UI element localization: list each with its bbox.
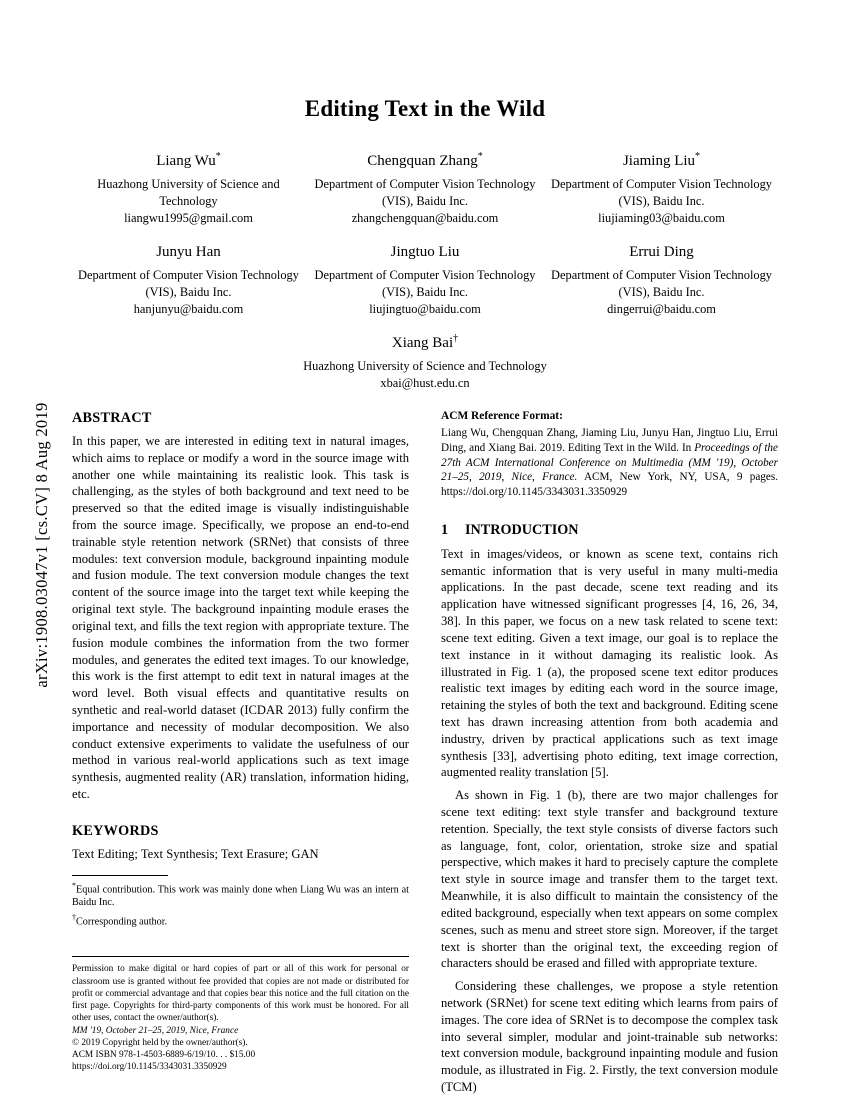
author-sup: * (477, 151, 483, 162)
author-block (72, 241, 305, 318)
permission-doi[interactable]: https://doi.org/10.1145/3343031.3350929 (72, 1062, 227, 1073)
section-title: INTRODUCTION (465, 521, 579, 538)
author-affiliation: Department of Computer Vision Technology (VIS), Baidu Inc. (314, 176, 536, 208)
authors-row-2 (72, 241, 778, 318)
author-block (309, 150, 542, 227)
abstract-heading: ABSTRACT (72, 409, 152, 426)
corresponding-author-block (72, 332, 778, 392)
author-affiliation: Huazhong University of Science and Technology (303, 358, 547, 373)
author-name-text: Errui Ding (629, 244, 694, 261)
acm-reference-format-heading: ACM Reference Format: (441, 409, 563, 422)
right-column (441, 410, 778, 1102)
author-name-text: Liang Wu (156, 153, 216, 169)
author-name (545, 241, 778, 263)
authors-row-1 (72, 150, 778, 227)
author-name-text: Xiang Bai (391, 335, 454, 352)
paper-content (72, 96, 778, 1102)
author-email: xbai@hust.edu.cn (380, 375, 470, 390)
author-block (545, 150, 778, 227)
ref-venue-italic: Proceedings of the 27th ACM International Conference on Multimedia (MM '19), October 21–25, 2019, Nice, France. (441, 441, 778, 484)
author-name (309, 150, 542, 172)
author-block (309, 241, 542, 318)
author-email: dingerrui@baidu.com (607, 301, 716, 316)
author-sup: * (215, 151, 221, 162)
page-title: Editing Text in the Wild (304, 96, 546, 121)
author-sup: † (453, 333, 459, 345)
footnote-text: Corresponding author. (76, 916, 168, 928)
author-affiliation: Department of Computer Vision Technology (VIS), Baidu Inc. (314, 267, 536, 299)
two-column-body (72, 410, 778, 1102)
permission-isbn: ACM ISBN 978-1-4503-6889-6/19/10. . . $15.00 (72, 1050, 256, 1061)
author-affiliation: Department of Computer Vision Technology (VIS), Baidu Inc. (551, 176, 772, 208)
author-affiliation: Huazhong University of Science and Technology (97, 176, 280, 208)
intro-paragraph-1: Text in images/videos, or known as scene text, contains rich semantic information that is very useful in many multi-media applications. In the past decade, scene text reading and its application have witnessed significant progresses [4, 16, 26, 34, 38]. In this paper, we focus on a new task related to scene text: scene text editing. Given a text image, our goal is to replace the text instance in it without damaging its realistic look. As illustrated in Fig. 1 (a), the proposed scene text editor produces realistic text images by editing each word in the source image, retaining the styles of both the text and background. Editing scene text has drawn increasing attention from both academia and industry, driven by practical applications such as text image synthesis [33], advertising photo editing, text image correction, augmented reality translation [5]. (441, 546, 778, 780)
author-block (545, 241, 778, 318)
author-name-text: Jiaming Liu (622, 153, 696, 169)
keywords-heading: KEYWORDS (72, 822, 159, 839)
footnote-marker: † (72, 912, 76, 922)
footnote-marker: * (72, 880, 76, 890)
author-name-text: Jingtuo Liu (390, 244, 460, 261)
author-email: liangwu1995@gmail.com (124, 210, 253, 225)
permission-divider (72, 956, 409, 957)
footnote-equal-contribution (72, 881, 409, 910)
author-sup: * (695, 151, 701, 162)
author-affiliation: Department of Computer Vision Technology (VIS), Baidu Inc. (551, 267, 772, 299)
author-block (72, 150, 305, 227)
permission-venue: MM '19, October 21–25, 2019, Nice, France (72, 1025, 239, 1036)
section-number: 1 (441, 521, 449, 538)
author-name-text: Chengquan Zhang (367, 153, 478, 169)
keywords-text: Text Editing; Text Synthesis; Text Erasure; GAN (72, 846, 319, 861)
author-name (72, 332, 778, 354)
spacer (441, 500, 778, 522)
author-email: hanjunyu@baidu.com (133, 301, 244, 316)
permission-text: Permission to make digital or hard copies of part or all of this work for personal or classroom use is granted without fee provided that copies are not made or distributed for profit or commercial advantage and that copies bear this notice and the full citation on the first page. Copyrights for third-party components of this work must be honored. For all other uses, contact the owner/author(s). (72, 964, 409, 1024)
ref-part-1: Liang Wu, Chengquan Zhang, Jiaming Liu, Junyu Han, Jingtuo Liu, Errui Ding, and Xiang Bai. 2019. Editing Text in the Wild. In (441, 426, 778, 454)
author-name (72, 150, 305, 172)
left-column (72, 410, 409, 1102)
ref-part-2: ACM, New York, NY, USA, 9 pages. https://doi.org/10.1145/3343031.3350929 (441, 471, 778, 499)
author-name (309, 241, 542, 263)
abstract-text: In this paper, we are interested in editing text in natural images, which aims to replace or modify a word in the source image with another one while maintaining its realistic look. This task is challenging, as the styles of both background and text need to be preserved so that the edited image is visually indistinguishable from the source image. Specifically, we propose an end-to-end trainable style retention network (SRNet) that consists of three modules: text conversion module, background inpainting module and fusion module. The text conversion module changes the text content of the source image into the target text while keeping the original text style. The background inpainting module erases the original text, and fills the text region with appropriate texture. The fusion module combines the information from the two former modules, and generates the edited text images. To our knowledge, this work is the first attempt to edit text in natural images at the word level. Both visual effects and quantitative results on synthetic and real-world dataset (ICDAR 2013) fully confirm the importance and necessity of modular decomposition. We also conduct extensive experiments to validate the usefulness of our method in various real-world applications such as text image synthesis, augmented reality (AR) translation, information hiding, etc. (72, 433, 409, 801)
intro-paragraph-3: Considering these challenges, we propose a style retention network (SRNet) for scene text editing which learns from pairs of images. The core idea of SRNet is to decompose the complex task into several simpler, modular and joint-trainable sub networks: text conversion module, background inpainting module and fusion module, as illustrated in Fig. 2. Firstly, the text conversion module (TCM) (441, 979, 778, 1095)
author-email: liujingtuo@baidu.com (369, 301, 481, 316)
footnote-text: Equal contribution. This work was mainly done when Liang Wu was an intern at Baidu Inc. (72, 884, 409, 909)
author-email: liujiaming03@baidu.com (598, 210, 725, 225)
author-name (72, 241, 305, 263)
footnote-divider (72, 875, 168, 876)
arxiv-stamp: arXiv:1908.03047v1 [cs.CV] 8 Aug 2019 (32, 402, 51, 688)
permission-copyright: © 2019 Copyright held by the owner/author(s). (72, 1037, 248, 1048)
intro-paragraph-2: As shown in Fig. 1 (b), there are two major challenges for scene text editing: text style transfer and background texture retention. Specially, the text style consists of diverse factors such as language, font, color, orientation, stroke size and spatial perspective, which makes it hard to precisely capture the complete text style in source image and transfer them to the target text. Meanwhile, it is also difficult to maintain the consistency of the edited background, especially when text appears on some complex scenes, such as menu and street store sign. Moreover, if the target text is shorter than the original text, the exceeding region of characters should be erased and filled with appropriate texture. (441, 788, 778, 971)
footnote-corresponding-author (72, 913, 409, 929)
author-name-text: Junyu Han (156, 244, 221, 261)
introduction-heading (441, 522, 778, 539)
spacer (72, 809, 409, 823)
acm-reference-format-text (441, 426, 778, 500)
author-email: zhangchengquan@baidu.com (351, 210, 499, 225)
author-name (545, 150, 778, 172)
author-affiliation-wrap (295, 358, 555, 375)
author-affiliation: Department of Computer Vision Technology (VIS), Baidu Inc. (78, 267, 299, 299)
